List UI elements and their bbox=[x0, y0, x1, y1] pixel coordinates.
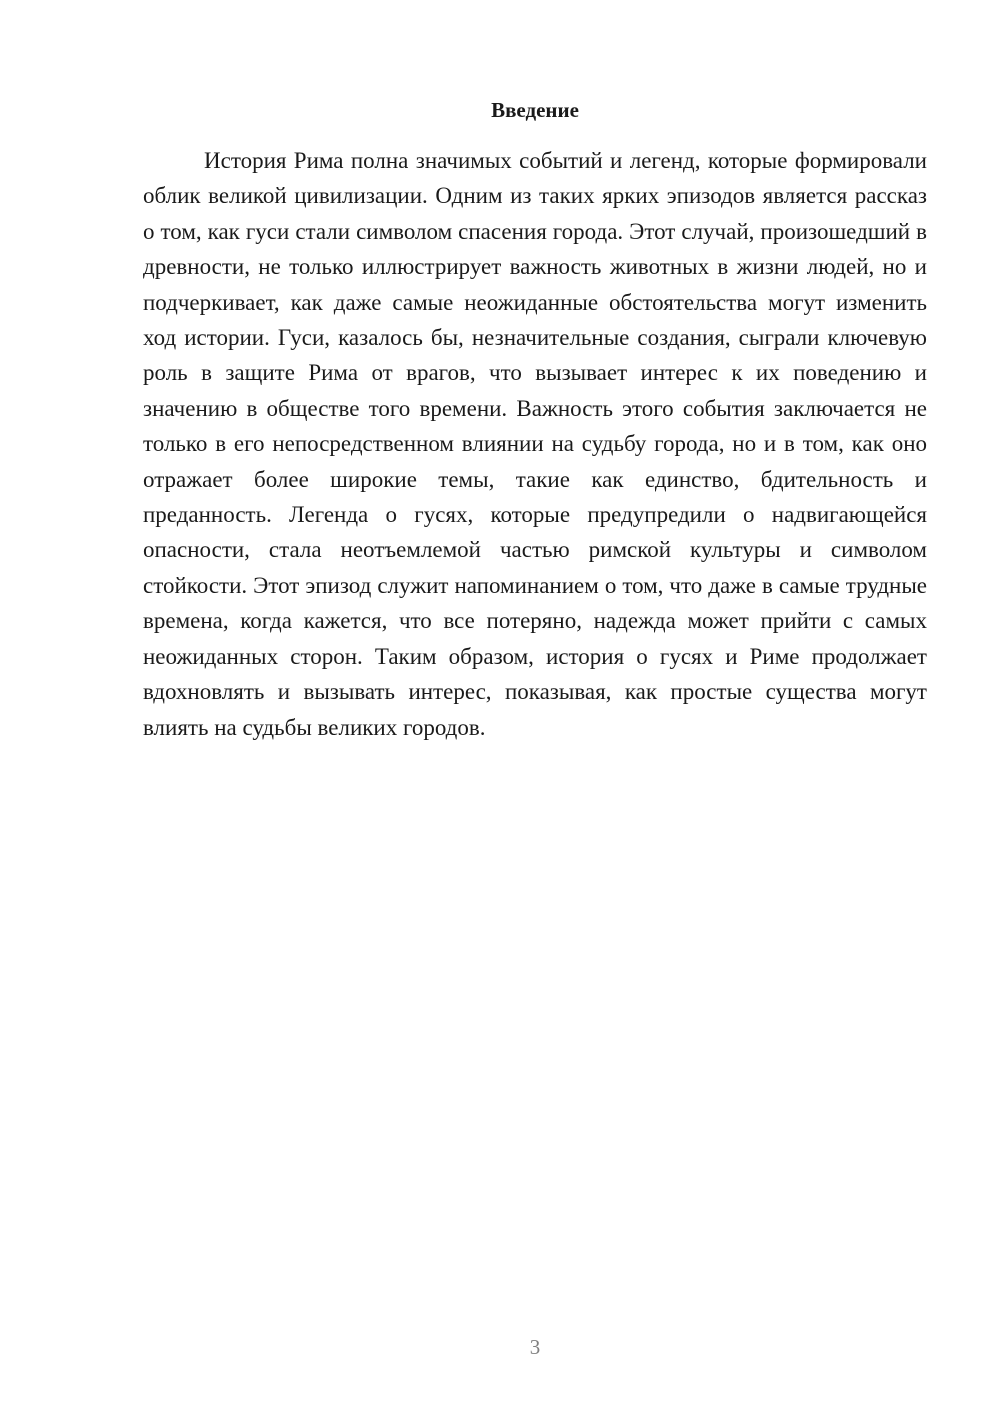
section-heading: Введение bbox=[491, 98, 579, 122]
body-paragraph: История Рима полна значимых событий и легенд, которые формировали облик великой цивилизации. Одним из таких ярких эпизодов является рассказ о том, как гуси стали символом спасения города. Этот случай, произошедший в древности, не только иллюстрирует важность животных в жизни людей, но и подчеркивает, как даже самые неожиданные обстоятельства могут изменить ход истории. Гуси, казалось бы, незначительные создания, сыграли ключевую роль в защите Рима от врагов, что вызывает интерес к их поведению и значению в обществе того времени. Важность этого события заключается не только в его непосредственном влиянии на судьбу города, но и в том, как оно отражает более широкие темы, такие как единство, бдительность и преданность. Легенда о гусях, которые предупредили о надвигающейся опасности, стала неотъемлемой частью римской культуры и символом стойкости. Этот эпизод служит напоминанием о том, что даже в самые трудные времена, когда кажется, что все потеряно, надежда может прийти с самых неожиданных сторон. Таким образом, история о гусях и Риме продолжает вдохновлять и вызывать интерес, показывая, как простые существа могут влиять на судьбы великих городов. bbox=[143, 148, 927, 740]
page-number: 3 bbox=[529, 1335, 541, 1359]
